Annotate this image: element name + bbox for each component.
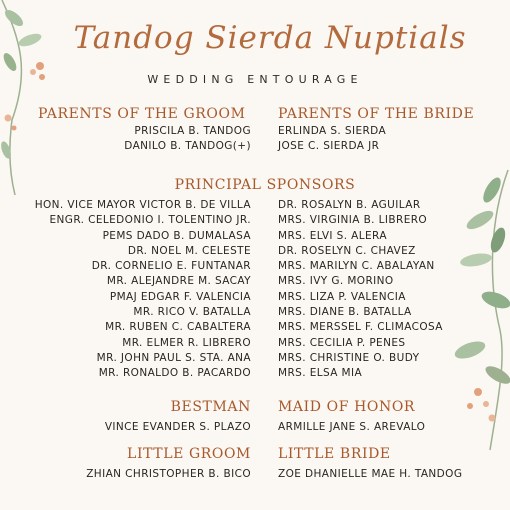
list-item: MRS. ELVI S. ALERA — [278, 229, 387, 242]
list-item: MR. ALEJANDRE M. SACAY — [106, 275, 251, 288]
list-item: ENGR. CELEDONIO I. TOLENTINO JR. — [49, 214, 251, 227]
list-item: DR. CORNELIO E. FUNTANAR — [91, 260, 251, 273]
sponsors-left-list — [35, 198, 251, 382]
list-item: PMAJ EDGAR F. VALENCIA — [109, 290, 251, 303]
list-item: ERLINDA S. SIERDA — [278, 125, 387, 137]
list-item: JOSE C. SIERDA JR — [278, 140, 380, 153]
list-item: MR. RUBEN C. CABALTERA — [105, 321, 251, 334]
heading-little-bride: LITTLE BRIDE — [278, 446, 391, 462]
foliage-right — [440, 160, 510, 460]
list-item: MRS. VIRGINIA B. LIBRERO — [278, 214, 428, 227]
list-item: DR. NOEL M. CELESTE — [127, 244, 251, 257]
list-item: DANILO B. TANDOG(+) — [124, 140, 251, 153]
little-bride-name: ZOE DHANIELLE MAE H. TANDOG — [278, 468, 463, 480]
heading-little-groom: LITTLE GROOM — [127, 446, 251, 462]
leaf-branch-icon — [440, 160, 510, 460]
list-item: MRS. MERSSEL F. CLIMACOSA — [278, 321, 443, 334]
list-item: DR. ROSELYN C. CHAVEZ — [278, 244, 416, 257]
heading-parents-of-groom: PARENTS OF THE GROOM — [38, 106, 246, 122]
sponsors-right-list — [278, 198, 443, 382]
list-item: PEMS DADO B. DUMALASA — [102, 229, 251, 242]
list-item: MRS. CECILIA P. PENES — [278, 336, 406, 349]
list-item: MRS. MARILYN C. ABALAYAN — [278, 260, 435, 273]
groom-parents-list — [124, 124, 251, 155]
list-item: MRS. ELSA MIA — [278, 367, 363, 380]
list-item: MRS. IVY G. MORINO — [278, 275, 394, 288]
list-item: MR. RONALDO B. PACARDO — [98, 367, 251, 380]
maid-of-honor-name: ARMILLE JANE S. AREVALO — [278, 421, 426, 433]
list-item: DR. ROSALYN B. AGUILAR — [278, 199, 421, 211]
page-title: Tandog Sierda Nuptials — [73, 20, 467, 56]
bestman-name: VINCE EVANDER S. PLAZO — [104, 421, 251, 433]
bride-parents-list — [278, 124, 386, 155]
list-item: MR. JOHN PAUL S. STA. ANA — [96, 351, 251, 364]
list-item: MR. RICO V. BATALLA — [133, 306, 251, 319]
heading-maid-of-honor: MAID OF HONOR — [278, 399, 416, 415]
list-item: HON. VICE MAYOR VICTOR B. DE VILLA — [34, 199, 251, 211]
heading-parents-of-bride: PARENTS OF THE BRIDE — [278, 106, 475, 122]
list-item: MR. ELMER R. LIBRERO — [122, 336, 251, 349]
list-item: MRS. CHRISTINE O. BUDY — [278, 351, 420, 364]
list-item: PRISCILA B. TANDOG — [134, 125, 251, 137]
list-item: MRS. LIZA P. VALENCIA — [278, 290, 406, 303]
list-item: MRS. DIANE B. BATALLA — [278, 306, 412, 319]
heading-principal-sponsors: PRINCIPAL SPONSORS — [174, 177, 356, 193]
subtitle: WEDDING ENTOURAGE — [147, 73, 363, 86]
little-groom-name: ZHIAN CHRISTOPHER B. BICO — [86, 468, 251, 480]
heading-bestman: BESTMAN — [170, 399, 251, 415]
